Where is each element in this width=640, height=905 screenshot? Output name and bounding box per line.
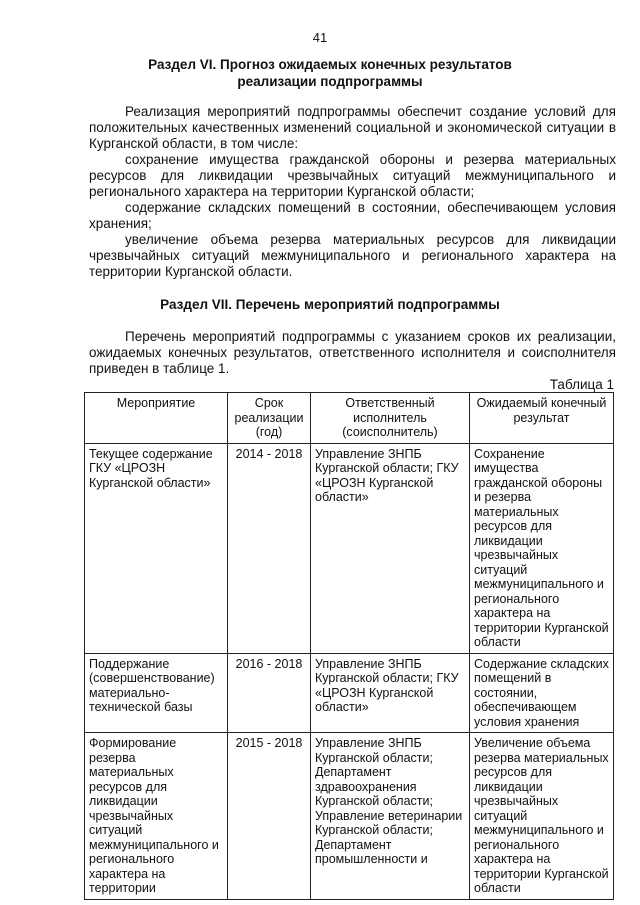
header-activity: Мероприятие xyxy=(85,393,228,444)
section6-title-line2: реализации подпрограммы xyxy=(237,74,423,89)
cell-activity: Текущее содержание ГКУ «ЦРОЗН Курганской области» xyxy=(85,443,228,653)
header-result: Ожидаемый конечный результат xyxy=(470,393,614,444)
cell-executor: Управление ЗНПБ Курганской области; Департамент здравоохранения Курганской области; Управление ветеринарии Курганской области; Департамент промышленности и xyxy=(311,733,470,900)
cell-result: Содержание складских помещений в состоянии, обеспечивающем условия хранения xyxy=(470,653,614,733)
cell-period: 2015 - 2018 xyxy=(228,733,311,900)
cell-executor: Управление ЗНПБ Курганской области; ГКУ «ЦРОЗН Курганской области» xyxy=(311,443,470,653)
section6-item-1: сохранение имущества гражданской обороны и резерва материальных ресурсов для ликвидации чрезвычайных ситуаций межмуниципального и регионального характера на территории Курганской области; xyxy=(89,152,616,199)
section7-paragraph: Перечень мероприятий подпрограммы с указанием сроков их реализации, ожидаемых конечных результатов, ответственного исполнителя и соисполнителя приведен в таблице 1. xyxy=(89,329,616,376)
cell-result: Увеличение объема резерва материальных ресурсов для ликвидации чрезвычайных ситуаций межмуниципального и регионального характера на территории Курганской области xyxy=(470,733,614,900)
section6-item-3: увеличение объема резерва материальных ресурсов для ликвидации чрезвычайных ситуаций межмуниципального и регионального характера на территории Курганской области. xyxy=(89,232,616,279)
page-number: 41 xyxy=(312,30,328,45)
table-caption: Таблица 1 xyxy=(549,377,614,392)
section6-paragraph: Реализация мероприятий подпрограммы обеспечит создание условий для положительных качественных изменений социальной и экономической ситуации в Курганской области, в том числе: xyxy=(89,104,616,151)
table-row xyxy=(85,443,614,653)
table-header-row xyxy=(85,393,614,444)
section7-title: Раздел VII. Перечень мероприятий подпрограммы xyxy=(160,297,500,312)
section6-title-line1: Раздел VI. Прогноз ожидаемых конечных результатов xyxy=(148,57,512,72)
header-period: Срок реализации (год) xyxy=(228,393,311,444)
cell-executor: Управление ЗНПБ Курганской области; ГКУ «ЦРОЗН Курганской области» xyxy=(311,653,470,733)
cell-period: 2014 - 2018 xyxy=(228,443,311,653)
activities-table xyxy=(84,392,614,900)
cell-activity: Формирование резерва материальных ресурсов для ликвидации чрезвычайных ситуаций межмуниципального и регионального характера на территории xyxy=(85,733,228,900)
cell-result: Сохранение имущества гражданской обороны и резерва материальных ресурсов для ликвидации чрезвычайных ситуаций межмуниципального и регионального характера на территории Курганской области xyxy=(470,443,614,653)
table-row xyxy=(85,653,614,733)
section6-item-2: содержание складских помещений в состоянии, обеспечивающем условия хранения; xyxy=(89,200,616,231)
cell-period: 2016 - 2018 xyxy=(228,653,311,733)
cell-activity: Поддержание (совершенствование) материально-технической базы xyxy=(85,653,228,733)
header-executor: Ответственный исполнитель (соисполнитель) xyxy=(311,393,470,444)
table-row xyxy=(85,733,614,900)
